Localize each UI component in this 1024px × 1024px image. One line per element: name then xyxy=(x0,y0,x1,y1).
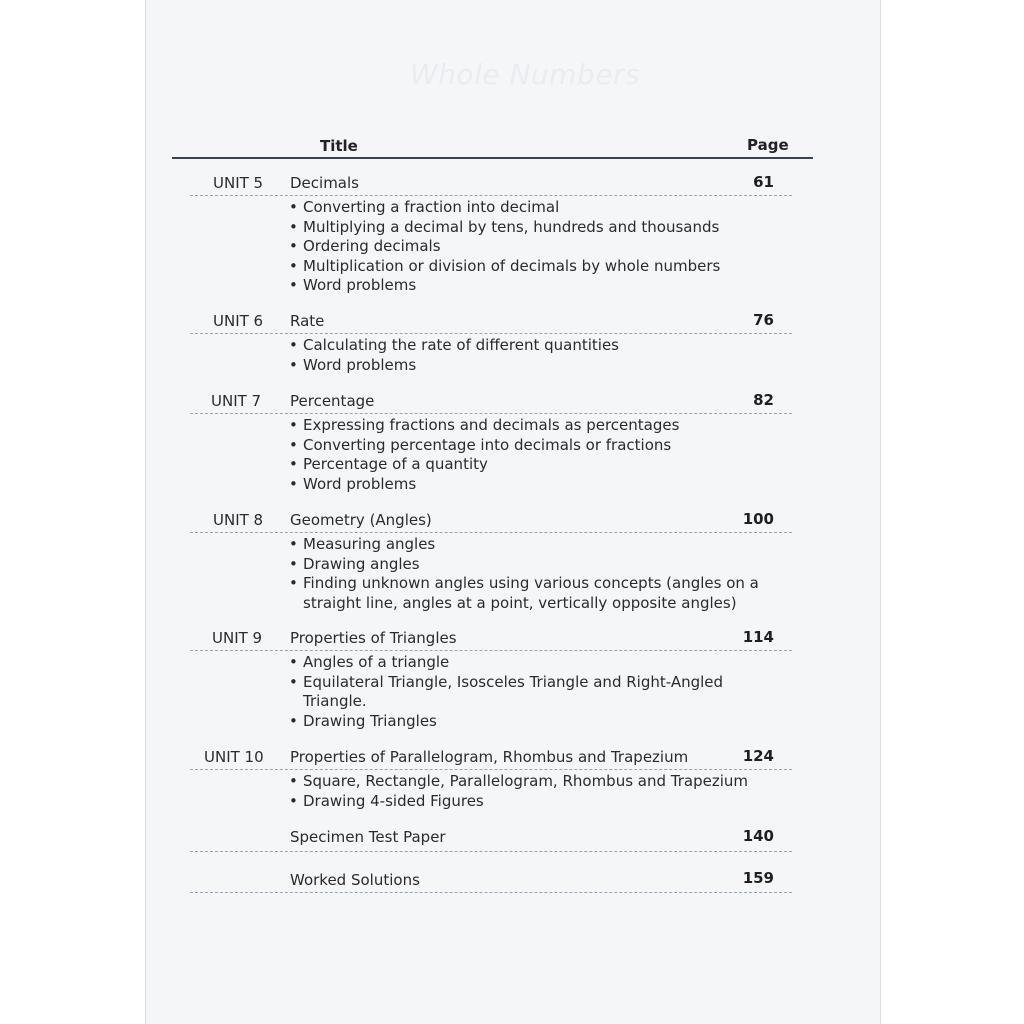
list-item: • Calculating the rate of different quantities xyxy=(289,336,619,356)
page-number: 100 xyxy=(742,510,774,528)
faded-heading: Whole Numbers xyxy=(410,58,641,91)
unit-title: Properties of Triangles xyxy=(290,629,457,647)
unit-label: UNIT 10 xyxy=(204,748,264,766)
list-item: • Drawing angles xyxy=(289,555,764,575)
topic-list xyxy=(289,535,764,613)
unit-title: Decimals xyxy=(290,174,359,192)
list-item: • Measuring angles xyxy=(289,535,764,555)
unit-label: UNIT 9 xyxy=(212,629,263,647)
page-column-header: Page xyxy=(747,136,789,154)
list-item: • Word problems xyxy=(289,356,619,376)
dashed-divider xyxy=(190,892,792,893)
list-item: • Expressing fractions and decimals as percentages xyxy=(289,416,679,436)
dashed-divider xyxy=(190,650,792,651)
unit-label: UNIT 5 xyxy=(213,174,264,192)
dashed-divider xyxy=(190,413,792,414)
page-number: 124 xyxy=(742,747,774,765)
list-item: • Multiplying a decimal by tens, hundreds and thousands xyxy=(289,218,720,238)
title-column-header: Title xyxy=(320,137,358,155)
topic-list xyxy=(289,198,720,296)
dashed-divider xyxy=(190,195,792,196)
section-title: Specimen Test Paper xyxy=(290,828,446,846)
list-item: • Finding unknown angles using various concepts (angles on a straight line, angles at a point, vertically opposite angles) xyxy=(289,574,764,613)
list-item: • Ordering decimals xyxy=(289,237,720,257)
topic-list xyxy=(289,772,748,811)
page-number: 140 xyxy=(742,827,774,845)
list-item: • Drawing 4-sided Figures xyxy=(289,792,748,812)
list-item: • Angles of a triangle xyxy=(289,653,739,673)
list-item: • Converting percentage into decimals or fractions xyxy=(289,436,679,456)
unit-title: Percentage xyxy=(290,392,375,410)
unit-label: UNIT 6 xyxy=(213,312,264,330)
list-item: • Converting a fraction into decimal xyxy=(289,198,720,218)
section-title: Worked Solutions xyxy=(290,871,420,889)
unit-label: UNIT 8 xyxy=(213,511,264,529)
dashed-divider xyxy=(190,532,792,533)
list-item: • Word problems xyxy=(289,276,720,296)
page-number: 82 xyxy=(753,391,774,409)
dashed-divider xyxy=(190,333,792,334)
header-rule xyxy=(172,157,813,159)
topic-list xyxy=(289,653,739,731)
topic-list xyxy=(289,416,679,494)
list-item: • Drawing Triangles xyxy=(289,712,739,732)
unit-title: Rate xyxy=(290,312,325,330)
page-number: 114 xyxy=(742,628,774,646)
list-item: • Square, Rectangle, Parallelogram, Rhombus and Trapezium xyxy=(289,772,748,792)
page-number: 159 xyxy=(742,869,774,887)
dashed-divider xyxy=(190,851,792,852)
unit-title: Properties of Parallelogram, Rhombus and Trapezium xyxy=(290,748,689,766)
list-item: • Multiplication or division of decimals by whole numbers xyxy=(289,257,720,277)
list-item: • Equilateral Triangle, Isosceles Triangle and Right-Angled Triangle. xyxy=(289,673,739,712)
topic-list xyxy=(289,336,619,375)
dashed-divider xyxy=(190,769,792,770)
page-number: 76 xyxy=(753,311,774,329)
list-item: • Word problems xyxy=(289,475,679,495)
list-item: • Percentage of a quantity xyxy=(289,455,679,475)
page-number: 61 xyxy=(753,173,774,191)
unit-title: Geometry (Angles) xyxy=(290,511,432,529)
unit-label: UNIT 7 xyxy=(211,392,262,410)
